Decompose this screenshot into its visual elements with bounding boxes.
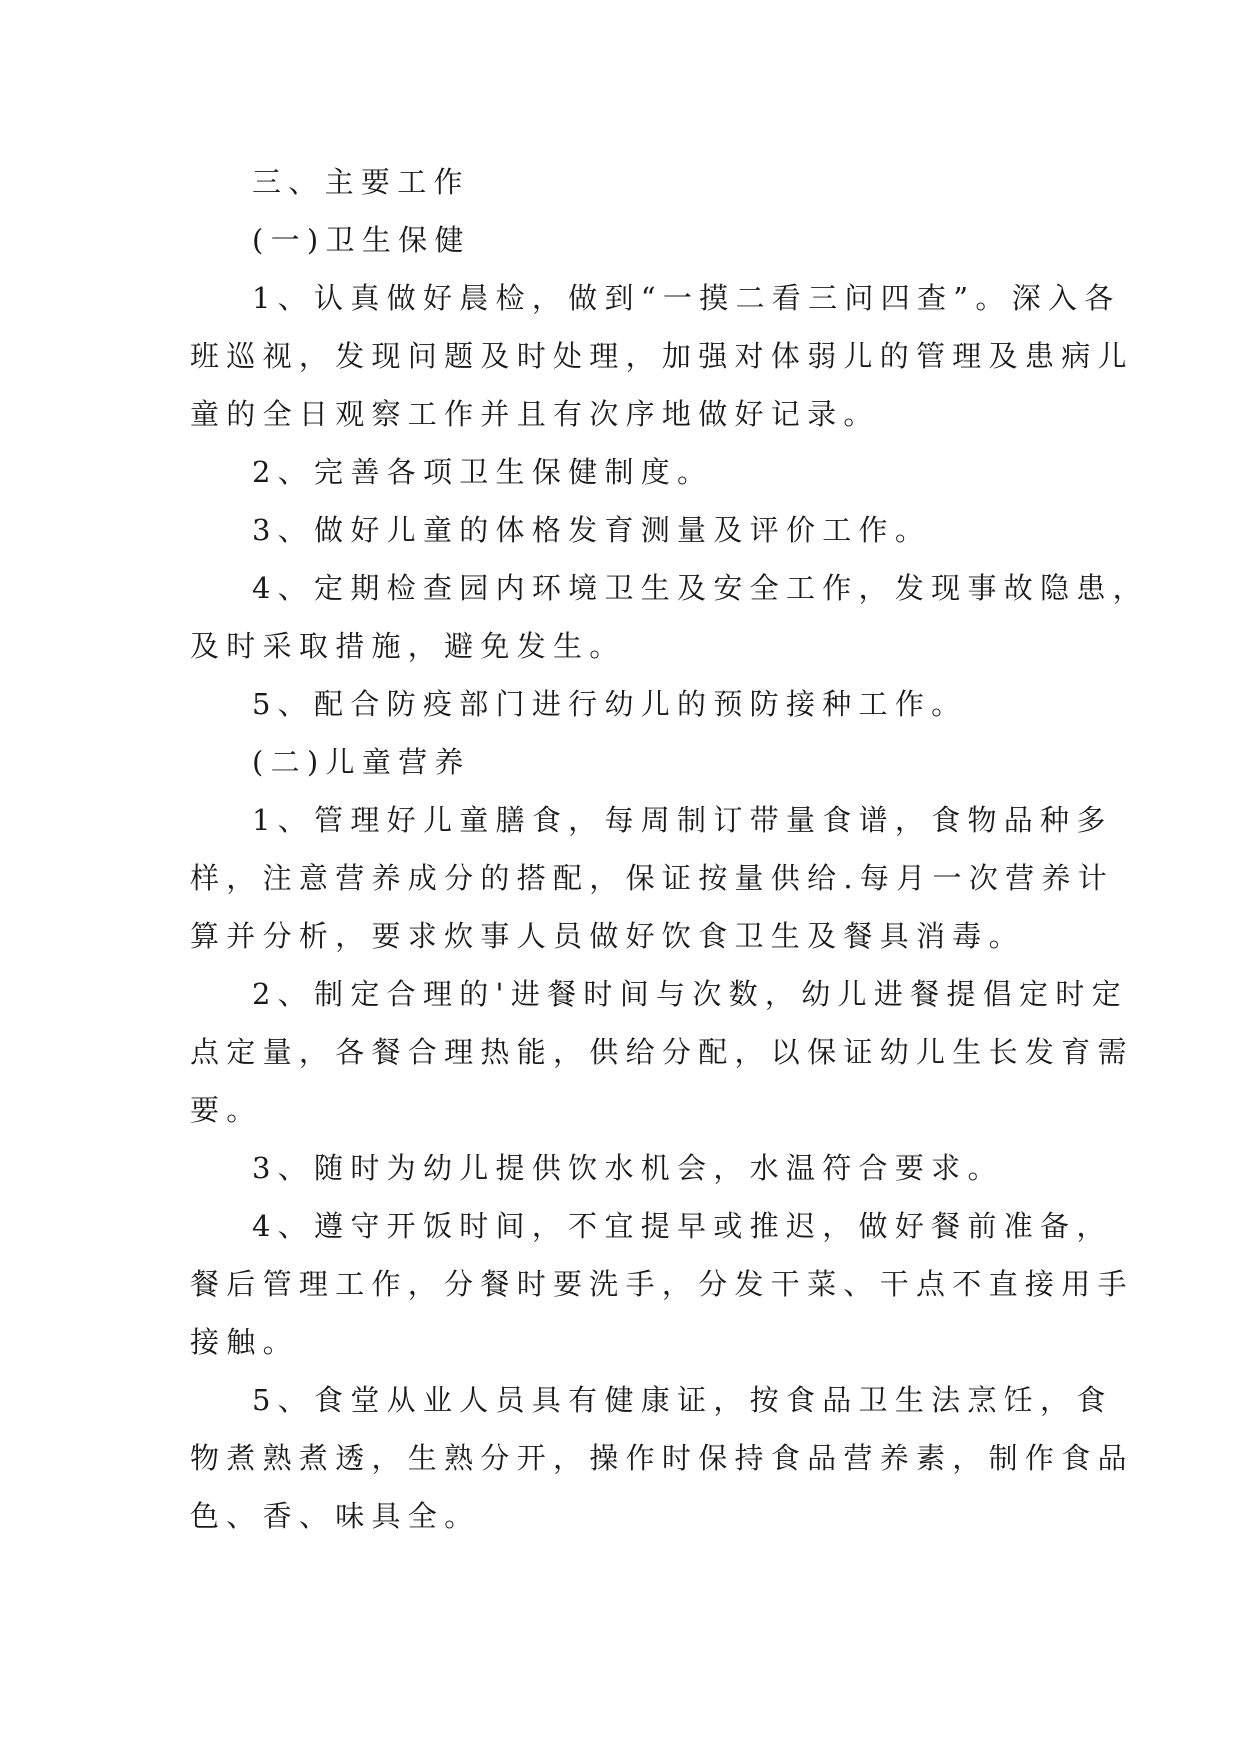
paragraph-line: 样，注意营养成分的搭配，保证按量供给.每月一次营养计 (190, 861, 1115, 895)
paragraph-line: 接触。 (190, 1325, 299, 1359)
paragraph-line: 2、制定合理的'进餐时间与次数，幼儿进餐提倡定时定 (252, 977, 1128, 1011)
paragraph-line: 班巡视，发现问题及时处理，加强对体弱儿的管理及患病儿 (190, 339, 1134, 373)
subsection-heading: (二)儿童营养 (252, 745, 471, 779)
paragraph-line: 要。 (190, 1093, 263, 1127)
paragraph-line: 4、定期检查园内环境卫生及安全工作，发现事故隐患， (252, 571, 1149, 605)
paragraph-line: 算并分析，要求炊事人员做好饮食卫生及餐具消毒。 (190, 919, 1025, 953)
paragraph-line: 物煮熟煮透，生熟分开，操作时保持食品营养素，制作食品 (190, 1441, 1134, 1475)
subsection-heading: (一)卫生保健 (252, 223, 471, 257)
paragraph-line: 4、遵守开饭时间，不宜提早或推迟，做好餐前准备， (252, 1209, 1113, 1243)
paragraph-line: 及时采取措施，避免发生。 (190, 629, 626, 663)
paragraph-line: 3、做好儿童的体格发育测量及评价工作。 (252, 513, 932, 547)
paragraph-line: 童的全日观察工作并且有次序地做好记录。 (190, 397, 880, 431)
paragraph-line: 1、管理好儿童膳食，每周制订带量食谱，食物品种多 (252, 803, 1113, 837)
paragraph-line: 点定量，各餐合理热能，供给分配，以保证幼儿生长发育需 (190, 1035, 1134, 1069)
paragraph-line: 3、随时为幼儿提供饮水机会，水温符合要求。 (252, 1151, 1004, 1185)
paragraph-line: 5、配合防疫部门进行幼儿的预防接种工作。 (252, 687, 968, 721)
section-heading: 三、主要工作 (252, 165, 470, 199)
paragraph-line: 色、香、味具全。 (190, 1499, 481, 1533)
paragraph-line: 5、食堂从业人员具有健康证，按食品卫生法烹饪，食 (252, 1383, 1113, 1417)
paragraph-line: 1、认真做好晨检，做到“一摸二看三问四查”。深入各 (252, 281, 1121, 315)
paragraph-line: 餐后管理工作，分餐时要洗手，分发干菜、干点不直接用手 (190, 1267, 1134, 1301)
paragraph-line: 2、完善各项卫生保健制度。 (252, 455, 714, 489)
